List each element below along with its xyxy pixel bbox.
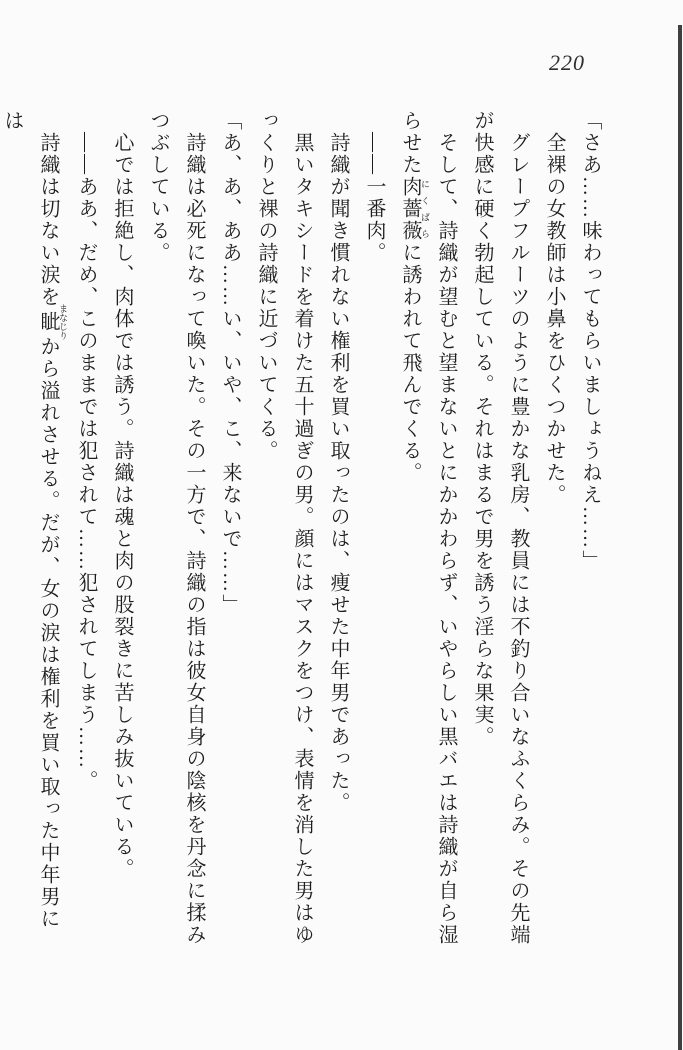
page-edge-line	[678, 25, 682, 1050]
paragraph: 「さあ……味わってもらいましょうねえ……」	[579, 110, 601, 572]
paragraph: 詩織が聞き慣れない権利を買い取ったのは、痩せた中年男であった。	[327, 132, 349, 814]
paragraph: グレープフルーツのように豊かな乳房、教員には不釣り合いなふくらみ。その先端が快感に硬く勃起している。それはまるで男を誘う淫らな果実。	[471, 110, 529, 946]
furigana-ruby: 眦 まなじり	[37, 304, 68, 340]
paragraph: ——ああ、だめ、このままでは犯されて……犯されてしまう……。	[75, 132, 97, 792]
paragraph: 心では拒絶し、肉体では誘う。詩織は魂と肉の股裂きに苦しみ抜いている。	[111, 132, 133, 880]
paragraph: 黒いタキシードを着けた五十過ぎの男。顔にはマスクをつけ、表情を消した男はゆっくりと裸の詩織に近づいてくる。	[255, 110, 313, 946]
paragraph: 「あ、あ、ああ……い、いや、こ、来ないで……」	[219, 110, 241, 616]
page-number: 220	[549, 50, 585, 75]
paragraph: そして、詩織が望むと望まないとにかかわらず、いやらしい黒バエは詩織が自ら湿らせた肉薔薇 にくばらに誘われて飛んでくる。	[399, 110, 457, 946]
paragraph: 全裸の女教師は小鼻をひくつかせた。	[543, 132, 565, 506]
paragraph: 詩織は切ない涙を眦 まなじりから溢れさせる。だが、女の涙は権利を買い取った中年男には	[1, 110, 68, 930]
paragraph: 詩織は必死になって喚いた。その一方で、詩織の指は彼女自身の陰核を丹念に揉みつぶしている。	[147, 110, 205, 946]
paragraph: ——一番肉。	[363, 132, 385, 264]
text-body	[1, 110, 608, 950]
furigana-ruby: 肉薔薇 にくばら	[399, 176, 430, 242]
